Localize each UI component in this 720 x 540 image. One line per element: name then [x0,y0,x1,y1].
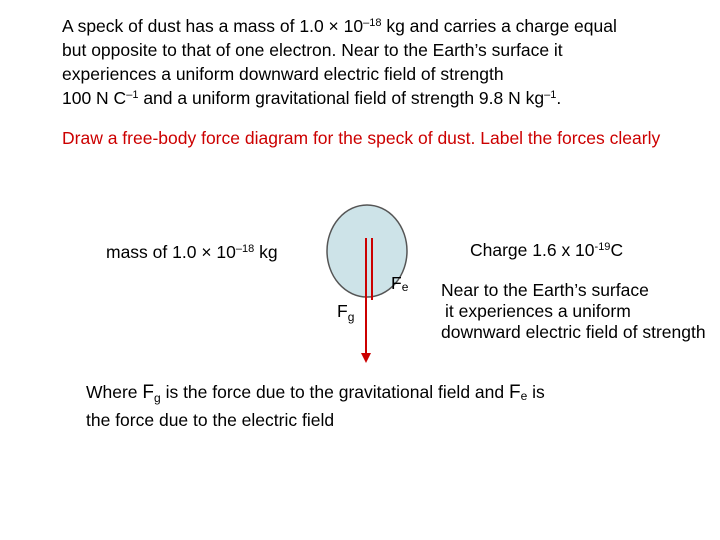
exponent: –18 [363,17,382,29]
fe-label [391,272,408,298]
force-subscript: g [347,310,355,324]
problem-text: and a uniform gravitational field of strength 9.8 N kg [138,88,545,108]
problem-text: kg and carries a charge equal [381,16,617,36]
force-letter: F [337,301,348,321]
exponent: -19 [594,241,611,253]
mass-text: mass of 1.0 × 10 [106,242,236,262]
exponent: –18 [235,243,255,255]
explanation-text: Where [86,382,143,402]
force-subscript: g [154,391,161,405]
fg-label [337,300,354,322]
charge-text: Charge 1.6 x 10 [470,240,595,260]
problem-text: experiences a uniform downward electric field of strength [62,64,504,84]
note-line: it experiences a uniform [445,301,631,321]
force-subscript: e [401,280,409,294]
exponent: –1 [544,89,557,101]
explanation-text: is the force due to the electric field [86,382,545,430]
problem-text: . [556,88,562,108]
force-subscript: e [520,389,528,403]
charge-label [470,239,623,261]
problem-text: but opposite to that of one electron. Near to the Earth’s surface it [62,40,563,60]
charge-text: C [610,240,624,260]
force-letter: F [391,273,402,293]
note-line: downward electric field of strength [441,322,706,342]
explanation [86,380,556,432]
field-note [441,280,706,343]
explanation-text: is the force due to the gravitational field and [160,382,509,402]
mass-text: kg [254,242,278,262]
problem-text: 100 N C [62,88,127,108]
note-line: Near to the Earth’s surface [441,280,649,300]
mass-label [106,241,278,263]
force-letter: F [142,382,155,403]
task-text: Draw a free-body force diagram for the speck of dust. Label the forces clearly [62,128,661,148]
force-letter: F [508,382,521,403]
exponent: –1 [126,89,139,101]
problem-text: A speck of dust has a mass of 1.0 × 10 [62,16,364,36]
